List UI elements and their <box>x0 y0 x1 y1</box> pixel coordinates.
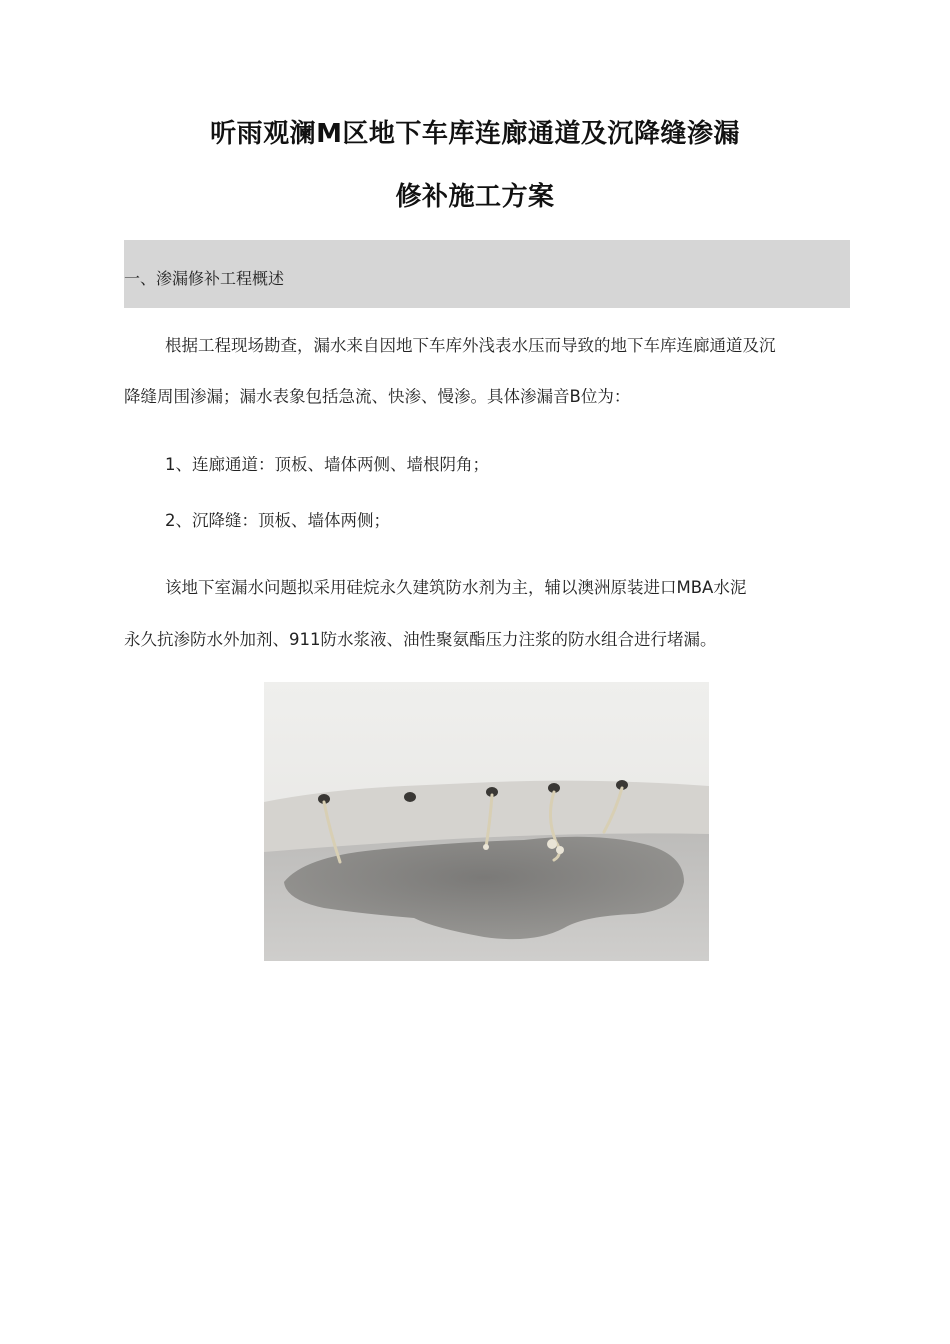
list-item-1: 1、连廊通道：顶板、墙体两侧、墙根阴角； <box>165 455 489 474</box>
section-heading-bar <box>124 240 850 308</box>
document-title-line-1: 听雨观澜M区地下车库连廊通道及沉降缝渗漏 <box>210 119 740 149</box>
leak-photo <box>264 682 709 961</box>
paragraph-1-line-2: 降缝周围渗漏；漏水表象包括急流、快渗、慢渗。具体渗漏音B位为： <box>124 387 631 406</box>
paragraph-2-line-1: 该地下室漏水问题拟采用硅烷永久建筑防水剂为主，辅以澳洲原装进口MBA水泥 <box>165 578 747 597</box>
list-item-2: 2、沉降缝：顶板、墙体两侧； <box>165 511 390 530</box>
document-title-line-2: 修补施工方案 <box>395 182 555 212</box>
section-heading: 一、渗漏修补工程概述 <box>124 269 285 288</box>
paragraph-2-line-2: 永久抗渗防水外加剂、911防水浆液、油性聚氨酯压力注浆的防水组合进行堵漏。 <box>124 630 717 649</box>
paragraph-1-line-1: 根据工程现场勘查，漏水来自因地下车库外浅表水压而导致的地下车库连廊通道及沉 <box>165 336 776 355</box>
